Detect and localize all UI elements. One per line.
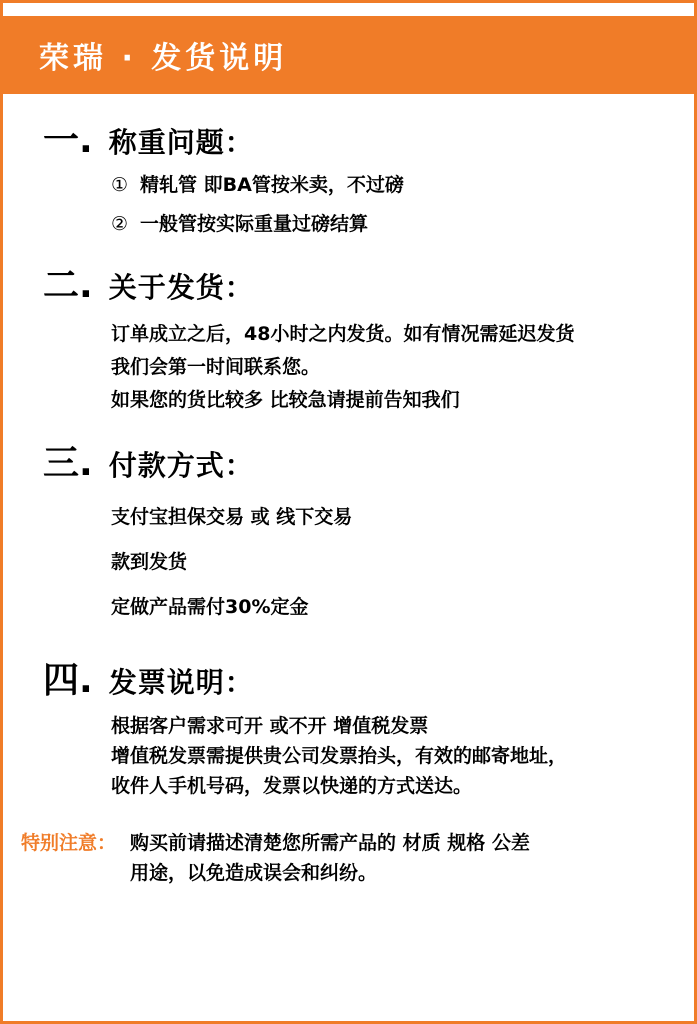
payment-line: 款到发货 <box>111 550 188 573</box>
special-notice <box>3 828 694 889</box>
payment-line: 定做产品需付30%定金 <box>111 595 309 618</box>
section-shipping <box>3 266 694 418</box>
body-line: 根据客户需求可开 或不开 增值税发票 <box>111 714 429 737</box>
section-heading <box>3 661 694 701</box>
body-line: 订单成立之后，48小时之内发货。如有情况需延迟发货 <box>111 322 575 345</box>
section-heading <box>3 121 694 161</box>
section-payment <box>3 444 694 619</box>
section-heading <box>3 266 694 306</box>
section-title: 发票说明： <box>108 665 254 699</box>
section-items <box>3 171 694 240</box>
header-banner <box>3 16 694 94</box>
notice-line: 购买前请描述清楚您所需产品的 材质 规格 公差 <box>130 831 530 854</box>
item-text: 一般管按实际重量过磅结算 <box>140 213 369 236</box>
body-line: 如果您的货比较多 比较急请提前告知我们 <box>111 389 460 412</box>
list-item <box>111 171 694 200</box>
notice-line: 用途，以免造成误会和纠纷。 <box>130 862 378 885</box>
notice-body <box>130 828 530 889</box>
notice-label: 特别注意： <box>21 831 117 854</box>
content-area <box>3 99 694 889</box>
section-title: 付款方式： <box>108 448 254 482</box>
section-weighing <box>3 121 694 240</box>
section-number: 一. <box>43 120 93 161</box>
page-title: 荣瑞 · 发货说明 <box>39 41 288 76</box>
item-text: 精轧管 即BA管按米卖，不过磅 <box>140 174 404 196</box>
body-line: 增值税发票需提供贵公司发票抬头，有效的邮寄地址， <box>111 745 568 768</box>
item-marker: ① <box>111 174 129 196</box>
section-invoice <box>3 661 694 802</box>
item-marker: ② <box>111 213 129 236</box>
section-number: 二. <box>43 264 93 306</box>
payment-line: 支付宝担保交易 或 线下交易 <box>111 505 353 528</box>
body-line: 收件人手机号码，发票以快递的方式送达。 <box>111 775 473 798</box>
section-title: 关于发货： <box>108 270 254 304</box>
body-line: 我们会第一时间联系您。 <box>111 356 321 379</box>
section-body <box>3 318 694 418</box>
section-number: 四. <box>43 659 93 701</box>
section-title: 称重问题： <box>108 126 254 159</box>
section-body <box>3 711 694 802</box>
section-number: 三. <box>43 442 93 484</box>
section-heading <box>3 444 694 484</box>
list-item <box>111 210 694 239</box>
